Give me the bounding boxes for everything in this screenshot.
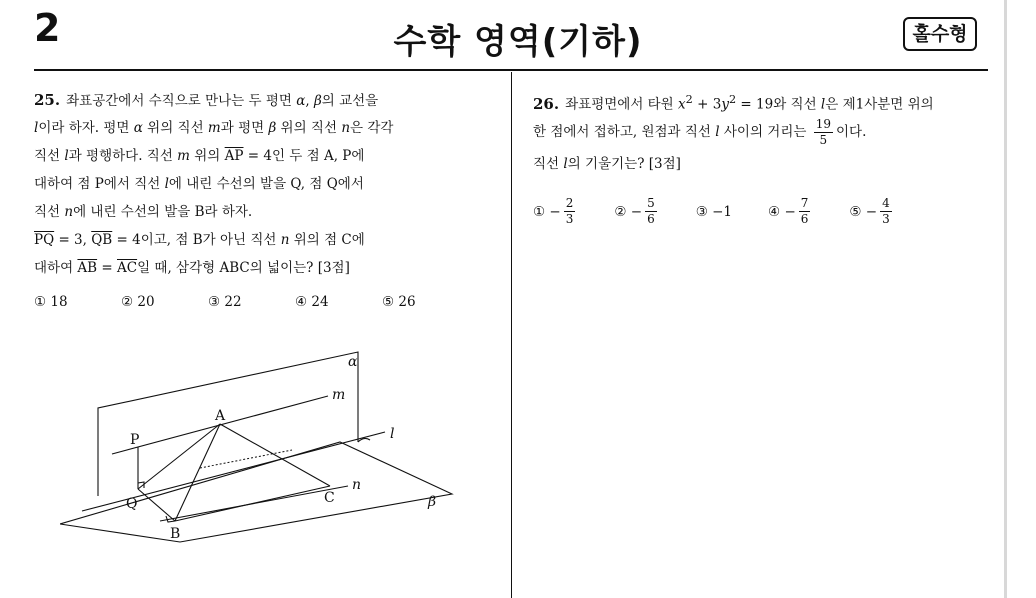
label-l: l (390, 426, 395, 442)
fraction-denominator: 5 (819, 133, 828, 147)
q25-segment: $\overline{QB}$ (91, 232, 113, 248)
q25-text: 위의 직선 (276, 120, 342, 136)
q25-line-7 (34, 254, 504, 282)
q26-var: l (715, 124, 720, 140)
q26-var: y (721, 96, 729, 113)
label-beta: β (428, 494, 437, 510)
q25-choice-1[interactable]: ① 18 (34, 294, 68, 310)
q25-choice-5[interactable]: ⑤ 26 (382, 294, 416, 310)
q25-var: β (313, 93, 322, 109)
q25-segment: $\overline{AP}$ (224, 148, 244, 164)
q25-text: 직선 (34, 204, 65, 220)
fraction-numerator: 7 (800, 196, 809, 210)
segment-AC (220, 424, 330, 486)
q26-text: 의 기울기는? [3점] (567, 156, 681, 172)
q25-text: 일 때, 삼각형 ABC의 넓이는? [3점] (137, 260, 350, 276)
q25-choice-4[interactable]: ④ 24 (295, 294, 329, 310)
choice-mark: ③ (695, 203, 708, 220)
choice-fraction (645, 196, 657, 227)
choice-sign: − (630, 203, 643, 220)
q25-choice-2[interactable]: ② 20 (121, 294, 155, 310)
q25-text: 의 교선을 (321, 93, 379, 109)
q26-text: = 19 (736, 96, 774, 113)
q25-line-6 (34, 226, 504, 254)
label-P: P (130, 432, 140, 448)
q25-text: = 4이고, 점 B가 아닌 직선 (112, 232, 281, 248)
fraction-numerator: 2 (565, 196, 574, 210)
q25-line-1 (34, 86, 504, 114)
q26-choice-5[interactable] (849, 196, 894, 227)
label-n: n (352, 477, 362, 493)
q25-var: n (64, 204, 74, 220)
q26-line-3 (533, 150, 1003, 178)
q25-text: 좌표공간에서 수직으로 만나는 두 평면 (66, 93, 297, 109)
question-26 (533, 86, 1003, 227)
label-A: A (215, 408, 226, 424)
choice-sign: − (865, 203, 878, 220)
fraction-denominator: 3 (882, 212, 890, 226)
q26-var: l (820, 96, 826, 113)
q26-text: 직선 (533, 156, 564, 172)
q25-number: 25. (34, 91, 61, 109)
exam-title: 수학 영역(기하) (393, 22, 643, 62)
distance-fraction (814, 117, 833, 148)
fraction-numerator: 5 (647, 196, 655, 210)
choice-sign: − (784, 203, 796, 220)
q25-text: 직선 (34, 148, 65, 164)
q25-var: α (133, 120, 143, 136)
q25-var: l (34, 120, 39, 136)
choice-fraction (880, 196, 892, 227)
q26-choice-3[interactable] (696, 204, 732, 220)
choice-fraction (799, 196, 811, 227)
q25-text: 과 평행하다. 직선 (68, 148, 178, 164)
q26-choice-4[interactable] (768, 196, 813, 227)
q25-var: β (268, 120, 277, 136)
q25-var: l (164, 176, 169, 192)
q26-number: 26. (533, 94, 560, 113)
page-number: 2 (34, 6, 61, 50)
q25-text: 대하여 점 P에서 직선 (34, 176, 165, 192)
q25-text: 위의 (189, 148, 225, 164)
page-edge-shadow (1004, 0, 1007, 598)
q25-var: m (207, 120, 221, 136)
q26-text: 사이의 거리는 (719, 124, 811, 140)
q25-line-2 (34, 114, 504, 142)
column-divider (511, 72, 512, 598)
q25-text: = (97, 260, 117, 276)
q26-exponent: 2 (685, 93, 693, 106)
q25-figure (60, 346, 470, 546)
choice-mark: ① (533, 203, 546, 220)
fraction-numerator: 19 (815, 117, 831, 131)
q26-text: 와 직선 (773, 96, 821, 113)
label-m: m (332, 387, 346, 403)
choice-fraction (564, 196, 576, 227)
fraction-denominator: 6 (800, 212, 809, 226)
q25-text: 위의 점 C에 (289, 232, 365, 248)
q25-text: 과 평면 (220, 120, 269, 136)
q25-text: 에 내린 수선의 발을 Q, 점 Q에서 (168, 176, 364, 192)
q26-exponent: 2 (728, 93, 737, 106)
q26-text: 좌표평면에서 타원 (565, 96, 679, 113)
q26-line-1 (533, 86, 1003, 114)
q25-text: 이라 하자. 평면 (38, 120, 134, 136)
q25-choices (34, 294, 504, 310)
q25-var: n (280, 232, 290, 248)
fraction-denominator: 3 (565, 212, 574, 226)
segment-BC (175, 486, 330, 521)
label-B: B (170, 526, 181, 542)
q25-text: 에 내린 수선의 발을 B라 하자. (73, 204, 253, 220)
q26-choice-1[interactable] (533, 196, 578, 227)
segment-AB (175, 424, 220, 521)
q25-choice-3[interactable]: ③ 22 (208, 294, 242, 310)
choice-value: −1 (712, 203, 733, 220)
q25-text: 은 각각 (350, 120, 394, 136)
q25-segment: $\overline{AC}$ (117, 260, 138, 276)
choice-mark: ② (614, 203, 627, 220)
q26-var: x (678, 96, 686, 113)
q25-segment: $\overline{PQ}$ (34, 232, 55, 248)
q26-text: 이다. (835, 124, 867, 140)
q25-var: n (341, 120, 351, 136)
q26-line-2 (533, 114, 1003, 150)
q26-choices (533, 196, 1003, 227)
q25-text: = 4인 두 점 A, P에 (243, 148, 365, 164)
question-25 (34, 86, 504, 310)
label-Q: Q (126, 496, 138, 512)
header-rule (34, 69, 988, 71)
q25-text: 위의 직선 (142, 120, 208, 136)
q25-text: = 3, (54, 232, 92, 248)
choice-mark: ④ (768, 203, 781, 220)
q25-segment: $\overline{AB}$ (77, 260, 98, 276)
q25-line-4 (34, 170, 504, 198)
q25-text: , (305, 93, 314, 109)
q26-var: l (563, 156, 568, 172)
q25-var: m (177, 148, 190, 164)
q26-choice-2[interactable] (614, 196, 659, 227)
q26-text: 은 제1사분면 위의 (825, 96, 934, 113)
choice-mark: ⑤ (849, 203, 862, 220)
exam-type-badge: 홀수형 (903, 17, 977, 51)
segment-AQ (138, 424, 220, 489)
q26-text: 한 점에서 접하고, 원점과 직선 (533, 124, 716, 140)
q25-text: 대하여 (34, 260, 78, 276)
label-C: C (324, 490, 335, 506)
choice-sign: − (549, 203, 561, 220)
q25-line-3 (34, 142, 504, 170)
segment-QB (138, 489, 175, 521)
hidden-line (200, 450, 292, 468)
label-alpha: α (348, 354, 358, 370)
q25-line-5 (34, 198, 504, 226)
fraction-denominator: 6 (647, 212, 655, 226)
fraction-numerator: 4 (882, 196, 890, 210)
q25-var: α (296, 93, 306, 109)
q26-text: + 3 (692, 96, 722, 113)
q25-var: l (64, 148, 69, 164)
